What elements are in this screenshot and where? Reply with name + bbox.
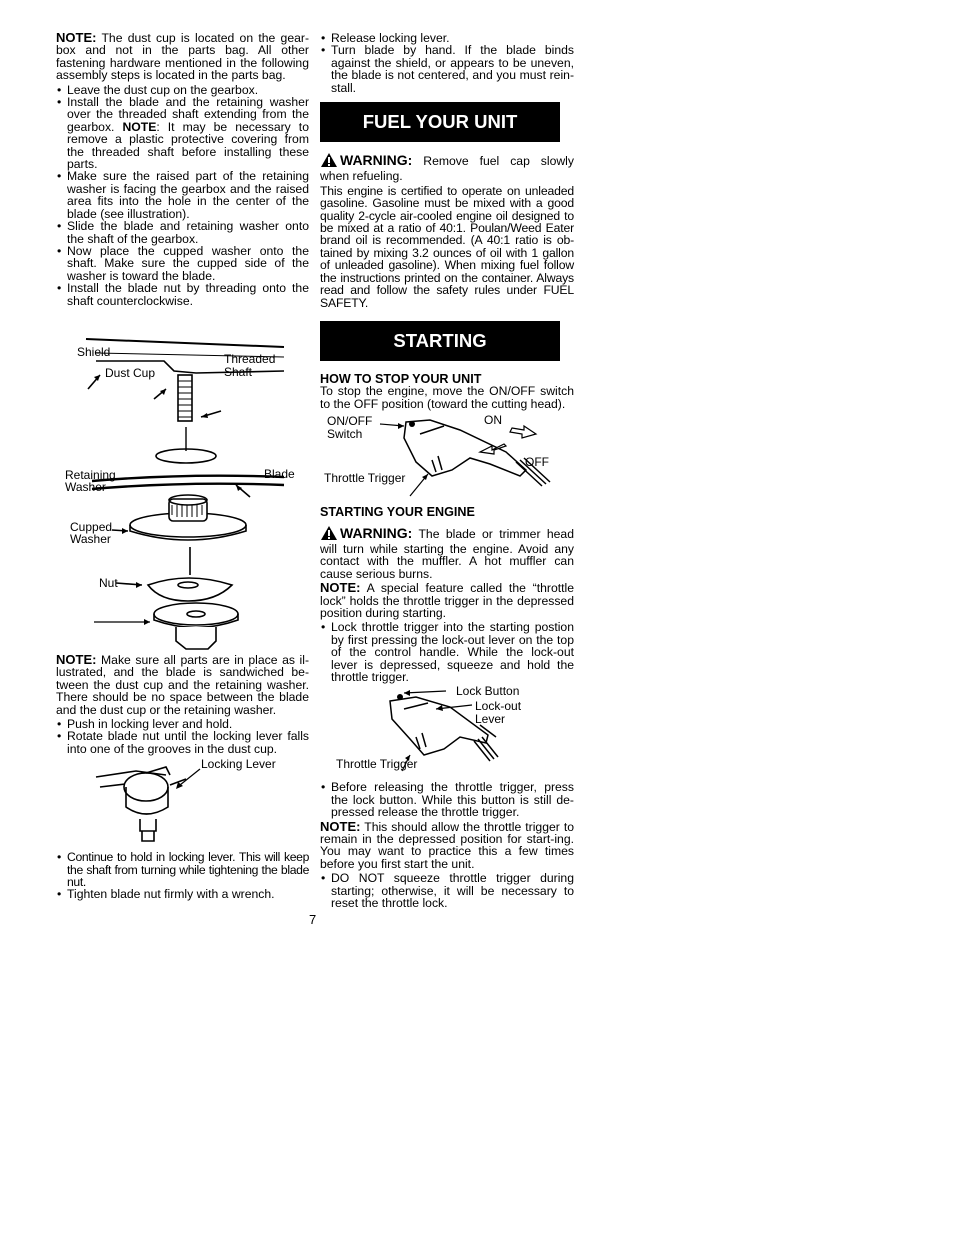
list-item: • Tighten blade nut firmly with a wrench. bbox=[56, 888, 309, 900]
warning-label: WARNING: bbox=[340, 524, 413, 541]
label-blade: Blade bbox=[264, 466, 295, 481]
list-item-text: : It may be necessary to remove a plastic protective covering from the threaded shaft before installing these parts. bbox=[67, 119, 309, 172]
label-lever: Lever bbox=[475, 712, 506, 727]
warning-triangle-icon bbox=[320, 152, 338, 170]
heading-stop-unit: HOW TO STOP YOUR UNIT bbox=[320, 371, 482, 386]
stop-instructions: To stop the engine, move the ON/OFF switch to the OFF position (toward the cutting head). bbox=[320, 384, 574, 411]
install-steps-list bbox=[56, 84, 309, 307]
list-item: • Continue to hold in locking lever. This will keep the shaft from turning while tightening the blade nut. bbox=[56, 851, 309, 888]
warning-text: The blade or trimmer head will turn while starting the engine. Avoid any contact with the muffler. A hot muffler can cause serious burns. bbox=[320, 526, 574, 581]
heading-starting-engine: STARTING YOUR ENGINE bbox=[320, 505, 475, 520]
label-locking-lever: Locking Lever bbox=[201, 757, 276, 772]
label-cupped: Cupped bbox=[70, 519, 113, 534]
release-steps bbox=[320, 781, 574, 818]
label-washer: Washer bbox=[65, 479, 106, 494]
list-item: • Slide the blade and retaining washer onto the shaft of the gearbox. bbox=[56, 220, 309, 245]
label-lock-button: Lock Button bbox=[456, 684, 520, 699]
list-item: • Release locking lever. bbox=[320, 32, 574, 44]
list-item: • Install the blade nut by threading onto the shaft counterclockwise. bbox=[56, 282, 309, 307]
list-item bbox=[56, 96, 309, 170]
warning-triangle-icon bbox=[320, 525, 338, 543]
note-label: NOTE: bbox=[56, 651, 97, 667]
section-banner-starting: STARTING bbox=[320, 321, 560, 361]
label-off: OFF bbox=[525, 455, 549, 470]
right-column bbox=[320, 32, 574, 911]
list-item: • Now place the cupped washer onto the shaft. Make sure the cupped side of the washer is toward the blade. bbox=[56, 245, 309, 282]
check-steps-list bbox=[320, 32, 574, 94]
list-item-text: Install the blade and the retaining washer over the threaded shaft extending from the gearbox. bbox=[67, 95, 309, 134]
label-throttle-trigger: Throttle Trigger bbox=[336, 757, 418, 772]
list-item: • Rotate blade nut until the locking lever falls into one of the grooves in the dust cup. bbox=[56, 730, 309, 755]
label-shield: Shield bbox=[77, 344, 111, 359]
warning-blade-turn bbox=[320, 525, 574, 581]
warning-label: WARNING: bbox=[340, 152, 413, 169]
section-banner-fuel: FUEL YOUR UNIT bbox=[320, 102, 560, 142]
list-item: • Turn blade by hand. If the blade binds against the shield, or appears to be uneven, the blade is not centered, and you must rein-stall. bbox=[320, 44, 574, 94]
locking-lever-illustration bbox=[56, 757, 309, 851]
list-item: • Before releasing the throttle trigger, press the lock button. While this button is still de-pressed release the throttle trigger. bbox=[320, 781, 574, 818]
list-item: • Push in locking lever and hold. bbox=[56, 718, 309, 730]
throttle-lock-steps bbox=[320, 621, 574, 683]
warning-text: Remove fuel cap slowly when refueling. bbox=[320, 154, 574, 184]
note-text: The dust cup is located on the gear-box and not in the parts bag. All other fastening hardware mentioned in the following assembly steps is located in the parts bag. bbox=[56, 31, 309, 83]
note-sandwich bbox=[56, 651, 309, 717]
left-column bbox=[56, 32, 309, 903]
page-number: 7 bbox=[309, 912, 317, 927]
locking-lever-drawing bbox=[56, 757, 309, 851]
label-lock-out: Lock-out bbox=[475, 699, 522, 714]
note-dust-cup bbox=[56, 32, 309, 82]
note-label: NOTE: bbox=[320, 818, 361, 834]
note-practice bbox=[320, 818, 574, 871]
tighten-steps-list bbox=[56, 851, 309, 901]
note-label: NOTE: bbox=[56, 30, 97, 45]
fuel-instructions: This engine is certified to operate on unleaded gasoline. Gasoline must be mixed with a good quality 2-cycle air-cooled engine oil designed to be mixed at a ratio of 40:1. Poulan/Weed Eater brand oil is recommended. (A 40:1 ratio is ob-tained by mixing 3.2 ounces of oil with 1 gallon of unleaded gasoline). When mixing fuel follow the instructions printed on the container. Always read and follow the safety rules under FUEL SAFETY. bbox=[320, 183, 574, 310]
label-shaft: Shaft bbox=[224, 364, 253, 379]
lock-steps-list bbox=[56, 718, 309, 755]
note-label: NOTE: bbox=[320, 580, 361, 596]
list-item: • Lock throttle trigger into the starting postion by first pressing the lock-out lever on the top of the control handle. While the lock-out lever is depressed, squeeze and hold the throttle trigger. bbox=[320, 621, 574, 683]
blade-assembly-illustration bbox=[56, 309, 309, 654]
label-on-off: ON/OFF bbox=[327, 414, 373, 429]
label-switch: Switch bbox=[327, 427, 363, 442]
on-off-switch-illustration bbox=[320, 412, 574, 498]
label-on: ON bbox=[484, 413, 502, 428]
list-item: • DO NOT squeeze throttle trigger during starting; otherwise, it will be necessary to reset the throttle lock. bbox=[320, 872, 574, 909]
note-text: This should allow the throttle trigger to remain in the depressed position for start-ing. You may want to practice this a few times before you first start the unit. bbox=[320, 819, 574, 871]
lock-button-illustration bbox=[320, 685, 574, 781]
list-item: • Leave the dust cup on the gearbox. bbox=[56, 84, 309, 96]
note-throttle-lock bbox=[320, 582, 574, 619]
label-retaining: Retaining bbox=[65, 467, 116, 482]
caution-steps bbox=[320, 872, 574, 909]
warning-refuel bbox=[320, 152, 574, 183]
list-item: • Make sure the raised part of the retaining washer is facing the gearbox and the raised area fits into the hole in the center of the blade (see illustration). bbox=[56, 170, 309, 220]
note-text: A special feature called the “throttle lock” holds the throttle trigger in the depressed position during starting. bbox=[320, 581, 574, 620]
label-throttle-trigger: Throttle Trigger bbox=[324, 471, 406, 486]
label-nut: Nut bbox=[99, 575, 118, 590]
label-dust-cup: Dust Cup bbox=[105, 365, 156, 380]
label-threaded: Threaded bbox=[224, 351, 276, 366]
inline-note-label: NOTE bbox=[122, 119, 157, 134]
label-cupped-washer: Washer bbox=[70, 531, 111, 546]
note-text: Make sure all parts are in place as il-lustrated, and the blade is sandwiched be-tween the dust cup and the retaining washer. There should be no space between the blade and the dust cup or the retaining washer. bbox=[56, 652, 309, 717]
